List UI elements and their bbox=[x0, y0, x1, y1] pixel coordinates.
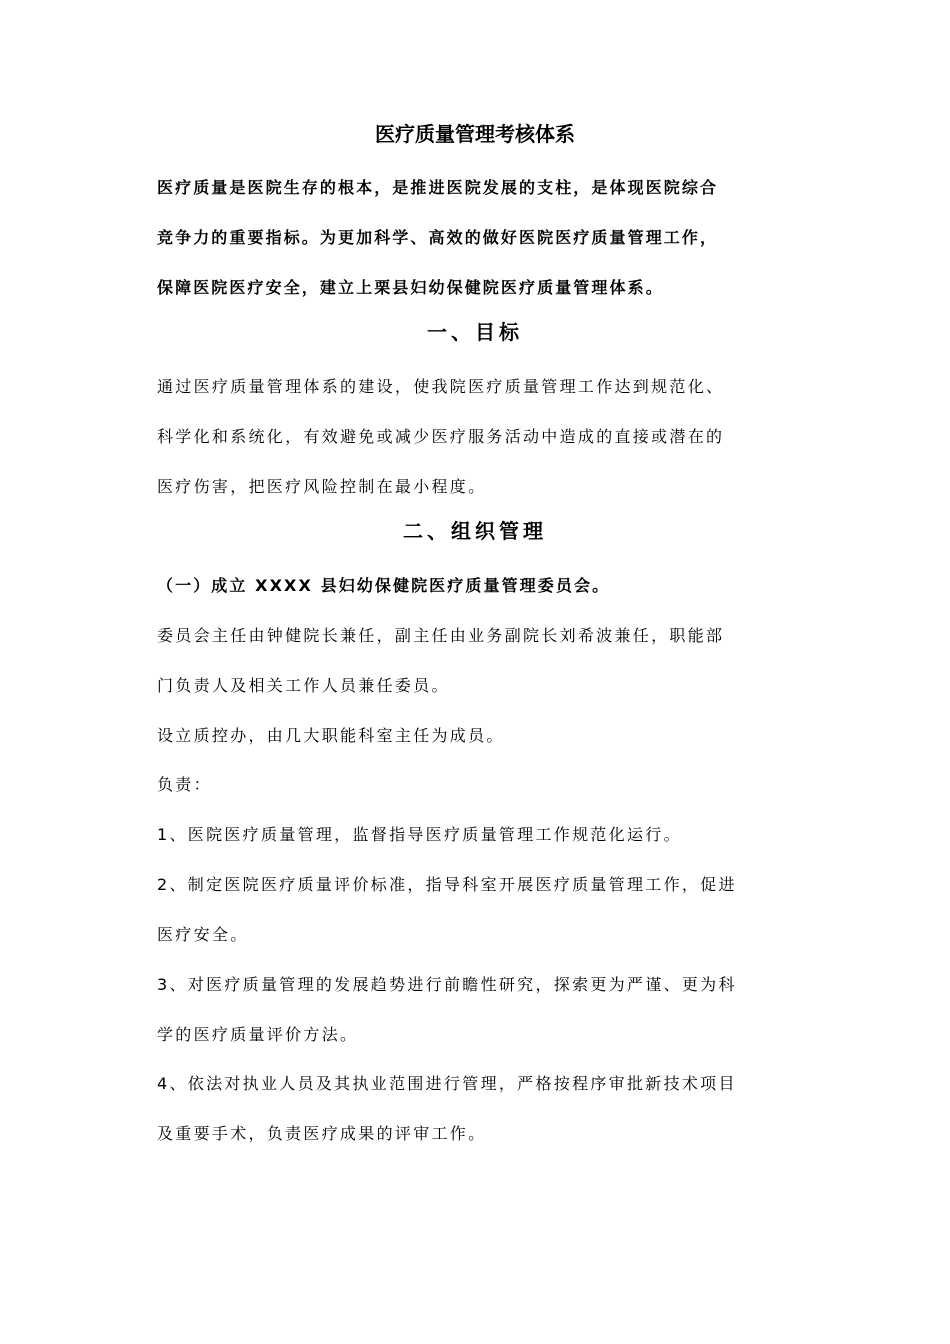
intro-line: 医疗质量是医院生存的根本，是推进医院发展的支柱，是体现医院综合 bbox=[157, 178, 719, 197]
goals-line: 通过医疗质量管理体系的建设，使我院医疗质量管理工作达到规范化、 bbox=[157, 377, 725, 396]
duty-item-4: 4、依法对执业人员及其执业范围进行管理，严格按程序审批新技术项目 bbox=[157, 1074, 737, 1093]
duty-item-3-cont: 学的医疗质量评价方法。 bbox=[157, 1025, 359, 1044]
qc-office-line: 设立质控办，由几大职能科室主任为成员。 bbox=[157, 726, 505, 745]
intro-line: 竞争力的重要指标。为更加科学、高效的做好医院医疗质量管理工作， bbox=[157, 228, 719, 247]
goals-line: 医疗伤害，把医疗风险控制在最小程度。 bbox=[157, 477, 487, 496]
committee-line: 委员会主任由钟健院长兼任，副主任由业务副院长刘希波兼任，职能部 bbox=[157, 626, 725, 645]
goals-line: 科学化和系统化，有效避免或减少医疗服务活动中造成的直接或潜在的 bbox=[157, 427, 725, 446]
document-title: 医疗质量管理考核体系 bbox=[375, 122, 575, 146]
duty-item-2: 2、制定医院医疗质量评价标准，指导科室开展医疗质量管理工作，促进 bbox=[157, 875, 737, 894]
committee-line: 门负责人及相关工作人员兼任委员。 bbox=[157, 676, 450, 695]
section-heading-organization: 二、组织管理 bbox=[403, 519, 547, 543]
intro-line: 保障医院医疗安全，建立上栗县妇幼保健院医疗质量管理体系。 bbox=[157, 278, 664, 297]
duty-item-4-cont: 及重要手术，负责医疗成果的评审工作。 bbox=[157, 1124, 487, 1143]
responsible-label: 负责： bbox=[157, 775, 212, 794]
committee-subheading: （一）成立 XXXX 县妇幼保健院医疗质量管理委员会。 bbox=[157, 576, 611, 595]
duty-item-3: 3、对医疗质量管理的发展趋势进行前瞻性研究，探索更为严谨、更为科 bbox=[157, 975, 737, 994]
duty-item-1: 1、医院医疗质量管理，监督指导医疗质量管理工作规范化运行。 bbox=[157, 825, 682, 844]
section-heading-goals: 一、目标 bbox=[427, 320, 523, 344]
duty-item-2-cont: 医疗安全。 bbox=[157, 925, 249, 944]
